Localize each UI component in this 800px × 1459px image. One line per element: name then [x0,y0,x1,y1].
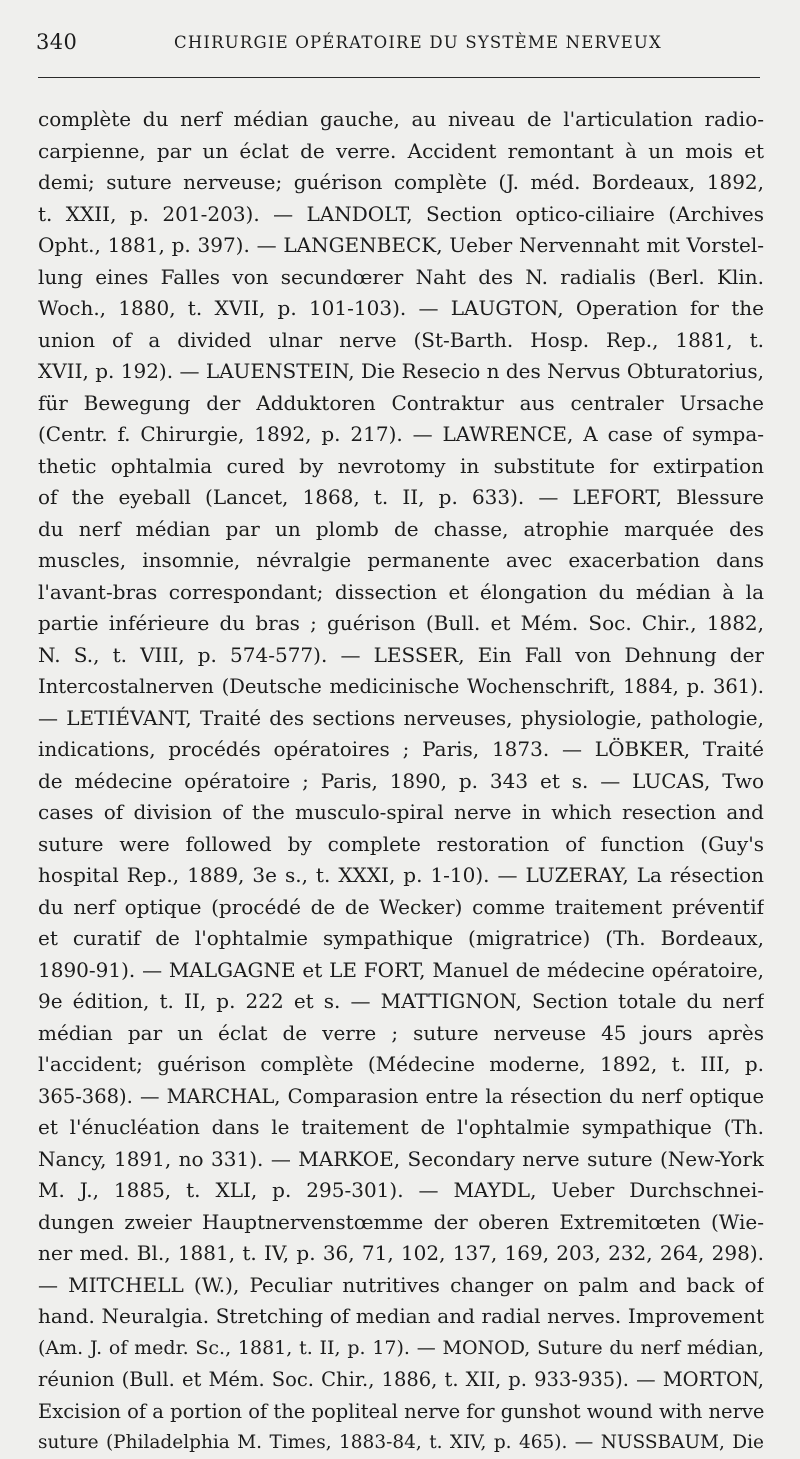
text-line: médian par un éclat de verre ; suture nerveuse 45 jours après [38,1020,764,1045]
text-line: 365-368). — MARCHAL, Comparasion entre la résection du nerf optique [38,1084,764,1108]
text-line: — LETIÉVANT, Traité des sections nerveuses, physiologie, pathologie, [38,705,764,730]
text-line: suture (Philadelphia M. Times, 1883-84, t. XIV, p. 465). — NUSSBAUM, Die [38,1432,764,1453]
text-line: demi; suture nerveuse; guérison complète (J. méd. Bordeaux, 1892, [38,170,764,194]
text-line: Excision of a portion of the popliteal nerve for gunshot wound with nerve [38,1399,764,1423]
text-line: Woch., 1880, t. XVII, p. 101-103). — LAUGTON, Operation for the [38,296,764,320]
text-line: hand. Neuralgia. Stretching of median and radial nerves. Improvement [38,1304,764,1328]
text-line: réunion (Bull. et Mém. Soc. Chir., 1886, t. XII, p. 933-935). — MORTON, [38,1368,764,1391]
text-line: muscles, insomnie, névralgie permanente avec exacerbation dans [38,548,764,572]
page-header [36,30,760,62]
text-line: indications, procédés opératoires ; Paris, 1873. — LÖBKER, Traité [38,737,764,761]
page-number: 340 [36,30,78,54]
text-line: suture were followed by complete restoration of function (Guy's [38,831,764,856]
text-line: t. XXII, p. 201-203). — LANDOLT, Section optico-ciliaire (Archives [38,201,764,226]
text-line: de médecine opératoire ; Paris, 1890, p. 343 et s. — LUCAS, Two [38,768,764,793]
text-line: (Am. J. of medr. Sc., 1881, t. II, p. 17). — MONOD, Suture du nerf médian, [38,1336,764,1359]
text-line: union of a divided ulnar nerve (St-Barth. Hosp. Rep., 1881, t. [38,327,764,352]
text-line: 1890-91). — MALGAGNE et LE FORT, Manuel de médecine opératoire, [38,957,764,982]
text-line: partie inférieure du bras ; guérison (Bull. et Mém. Soc. Chir., 1882, [38,611,764,635]
text-line: ner med. Bl., 1881, t. IV, p. 36, 71, 102, 137, 169, 203, 232, 264, 298). [38,1241,764,1265]
text-line: l'avant-bras correspondant; dissection et élongation du médian à la [38,579,764,604]
text-line: et curatif de l'ophtalmie sympathique (migratrice) (Th. Bordeaux, [38,926,764,950]
text-line: hospital Rep., 1889, 3e s., t. XXXI, p. 1-10). — LUZERAY, La résection [38,863,764,887]
text-line: Nancy, 1891, no 331). — MARKOE, Secondary nerve suture (New-York [38,1146,764,1171]
text-line: lung eines Falles von secundœrer Naht des N. radialis (Berl. Klin. [38,264,764,289]
body-text [38,104,764,1459]
text-line: carpienne, par un éclat de verre. Accident remontant à un mois et [38,138,764,163]
text-line: et l'énucléation dans le traitement de l'ophtalmie sympathique (Th. [38,1115,764,1139]
text-line: für Bewegung der Adduktoren Contraktur aus centraler Ursache [38,390,764,415]
text-line: 9e édition, t. II, p. 222 et s. — MATTIGNON, Section totale du nerf [38,989,764,1013]
text-line: (Centr. f. Chirurgie, 1892, p. 217). — LAWRENCE, A case of sympa- [38,422,764,446]
text-line: M. J., 1885, t. XLI, p. 295-301). — MAYDL, Ueber Durchschnei- [38,1178,764,1202]
header-rule [38,77,760,78]
running-title: CHIRURGIE OPÉRATOIRE DU SYSTÈME NERVEUX [174,33,662,52]
text-line: du nerf optique (procédé de de Wecker) comme traitement préventif [38,894,764,919]
text-line: du nerf médian par un plomb de chasse, atrophie marquée des [38,516,764,541]
text-line: of the eyeball (Lancet, 1868, t. II, p. 633). — LEFORT, Blessure [38,485,764,509]
text-line: Opht., 1881, p. 397). — LANGENBECK, Ueber Nervennaht mit Vorstel- [38,233,764,257]
text-line: complète du nerf médian gauche, au niveau de l'articulation radio- [38,107,764,131]
text-line: dungen zweier Hauptnervenstœmme der oberen Extremitœten (Wie- [38,1209,764,1234]
text-line: cases of division of the musculo-spiral nerve in which resection and [38,800,764,824]
text-line: Intercostalnerven (Deutsche medicinische Wochenschrift, 1884, p. 361). [38,675,764,698]
text-line: XVII, p. 192). — LAUENSTEIN, Die Resecio n des Nervus Obturatorius, [38,359,764,383]
text-line: thetic ophtalmia cured by nevrotomy in substitute for extirpation [38,453,764,478]
text-line: l'accident; guérison complète (Médecine moderne, 1892, t. III, p. [38,1052,764,1076]
text-line: N. S., t. VIII, p. 574-577). — LESSER, Ein Fall von Dehnung der [38,642,764,667]
text-line: — MITCHELL (W.), Peculiar nutritives changer on palm and back of [38,1272,764,1297]
